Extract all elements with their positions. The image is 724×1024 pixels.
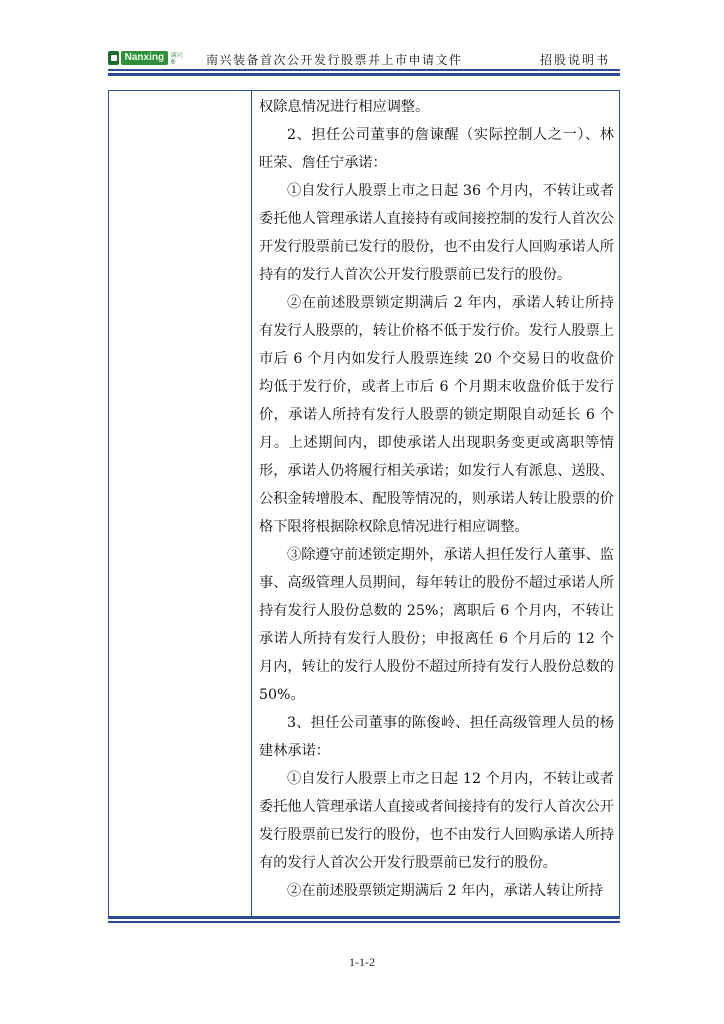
paragraph: ③除遵守前述锁定期外，承诺人担任发行人董事、监事、高级管理人员期间，每年转让的股份不超过承诺人所持有发行人股份总数的 25%；离职后 6 个月内，不转让承诺人所持有发行人股份；申报离任 6 个月后的 12 个月内，转让的发行人股份不超过所持有发行人股份总数的 50%。 xyxy=(259,547,614,703)
footer-rule-thick xyxy=(108,916,620,919)
table-left-column xyxy=(108,91,252,917)
header-title: 南兴装备首次公开发行股票并上市申请文件 xyxy=(206,53,463,67)
column-divider xyxy=(251,91,252,917)
paragraph: ②在前述股票锁定期满后 2 年内，承诺人转让所持有发行人股票的，转让价格不低于发行价。发行人股票上市后 6 个月内如发行人股票连续 20 个交易日的收盘价均低于发行价，或者上市后 6 个月期末收盘价低于发行价，承诺人所持有发行人股票的锁定期限自动延长 6 个月。上述期间内，即使承诺人出现职务变更或离职等情形，承诺人仍将履行相关承诺；如发行人有派息、送股、公积金转增股本、配股等情况的，则承诺人转让股票的价格下限将根据除权除息情况进行相应调整。 xyxy=(259,295,614,535)
body-text xyxy=(259,93,614,905)
paragraph: ①自发行人股票上市之日起 36 个月内，不转让或者委托他人管理承诺人直接持有或间接控制的发行人首次公开发行股票前已发行的股份，也不由发行人回购承诺人所持有的发行人首次公开发行股票前已发行的股份。 xyxy=(259,183,614,283)
paragraph: ①自发行人股票上市之日起 12 个月内，不转让或者委托他人管理承诺人直接或者间接持有的发行人首次公开发行股票前已发行的股份，也不由发行人回购承诺人所持有的发行人首次公开发行股票前已发行的股份。 xyxy=(259,771,614,871)
content-table xyxy=(108,90,620,917)
page-number: 1-1-2 xyxy=(349,955,375,969)
document-type-label: 招股说明书 xyxy=(539,53,610,67)
logo-subtext: 南兴® xyxy=(170,52,183,66)
paragraph: 3、担任公司董事的陈俊岭、担任高级管理人员的杨建林承诺： xyxy=(259,715,614,759)
header-rule-thick xyxy=(108,73,620,76)
logo-icon xyxy=(108,51,119,65)
table-right-border xyxy=(619,91,620,917)
paragraph: ②在前述股票锁定期满后 2 年内，承诺人转让所持 xyxy=(287,883,603,899)
header-rule-thin xyxy=(108,69,620,71)
paragraph: 2、担任公司董事的詹谏醒（实际控制人之一）、林旺荣、詹任宁承诺： xyxy=(259,127,614,171)
page-header xyxy=(108,44,616,70)
logo-wordmark: Nanxing xyxy=(121,51,168,65)
paragraph: 权除息情况进行相应调整。 xyxy=(259,99,430,115)
company-logo xyxy=(108,50,186,66)
footer-rule-thin xyxy=(108,921,620,923)
